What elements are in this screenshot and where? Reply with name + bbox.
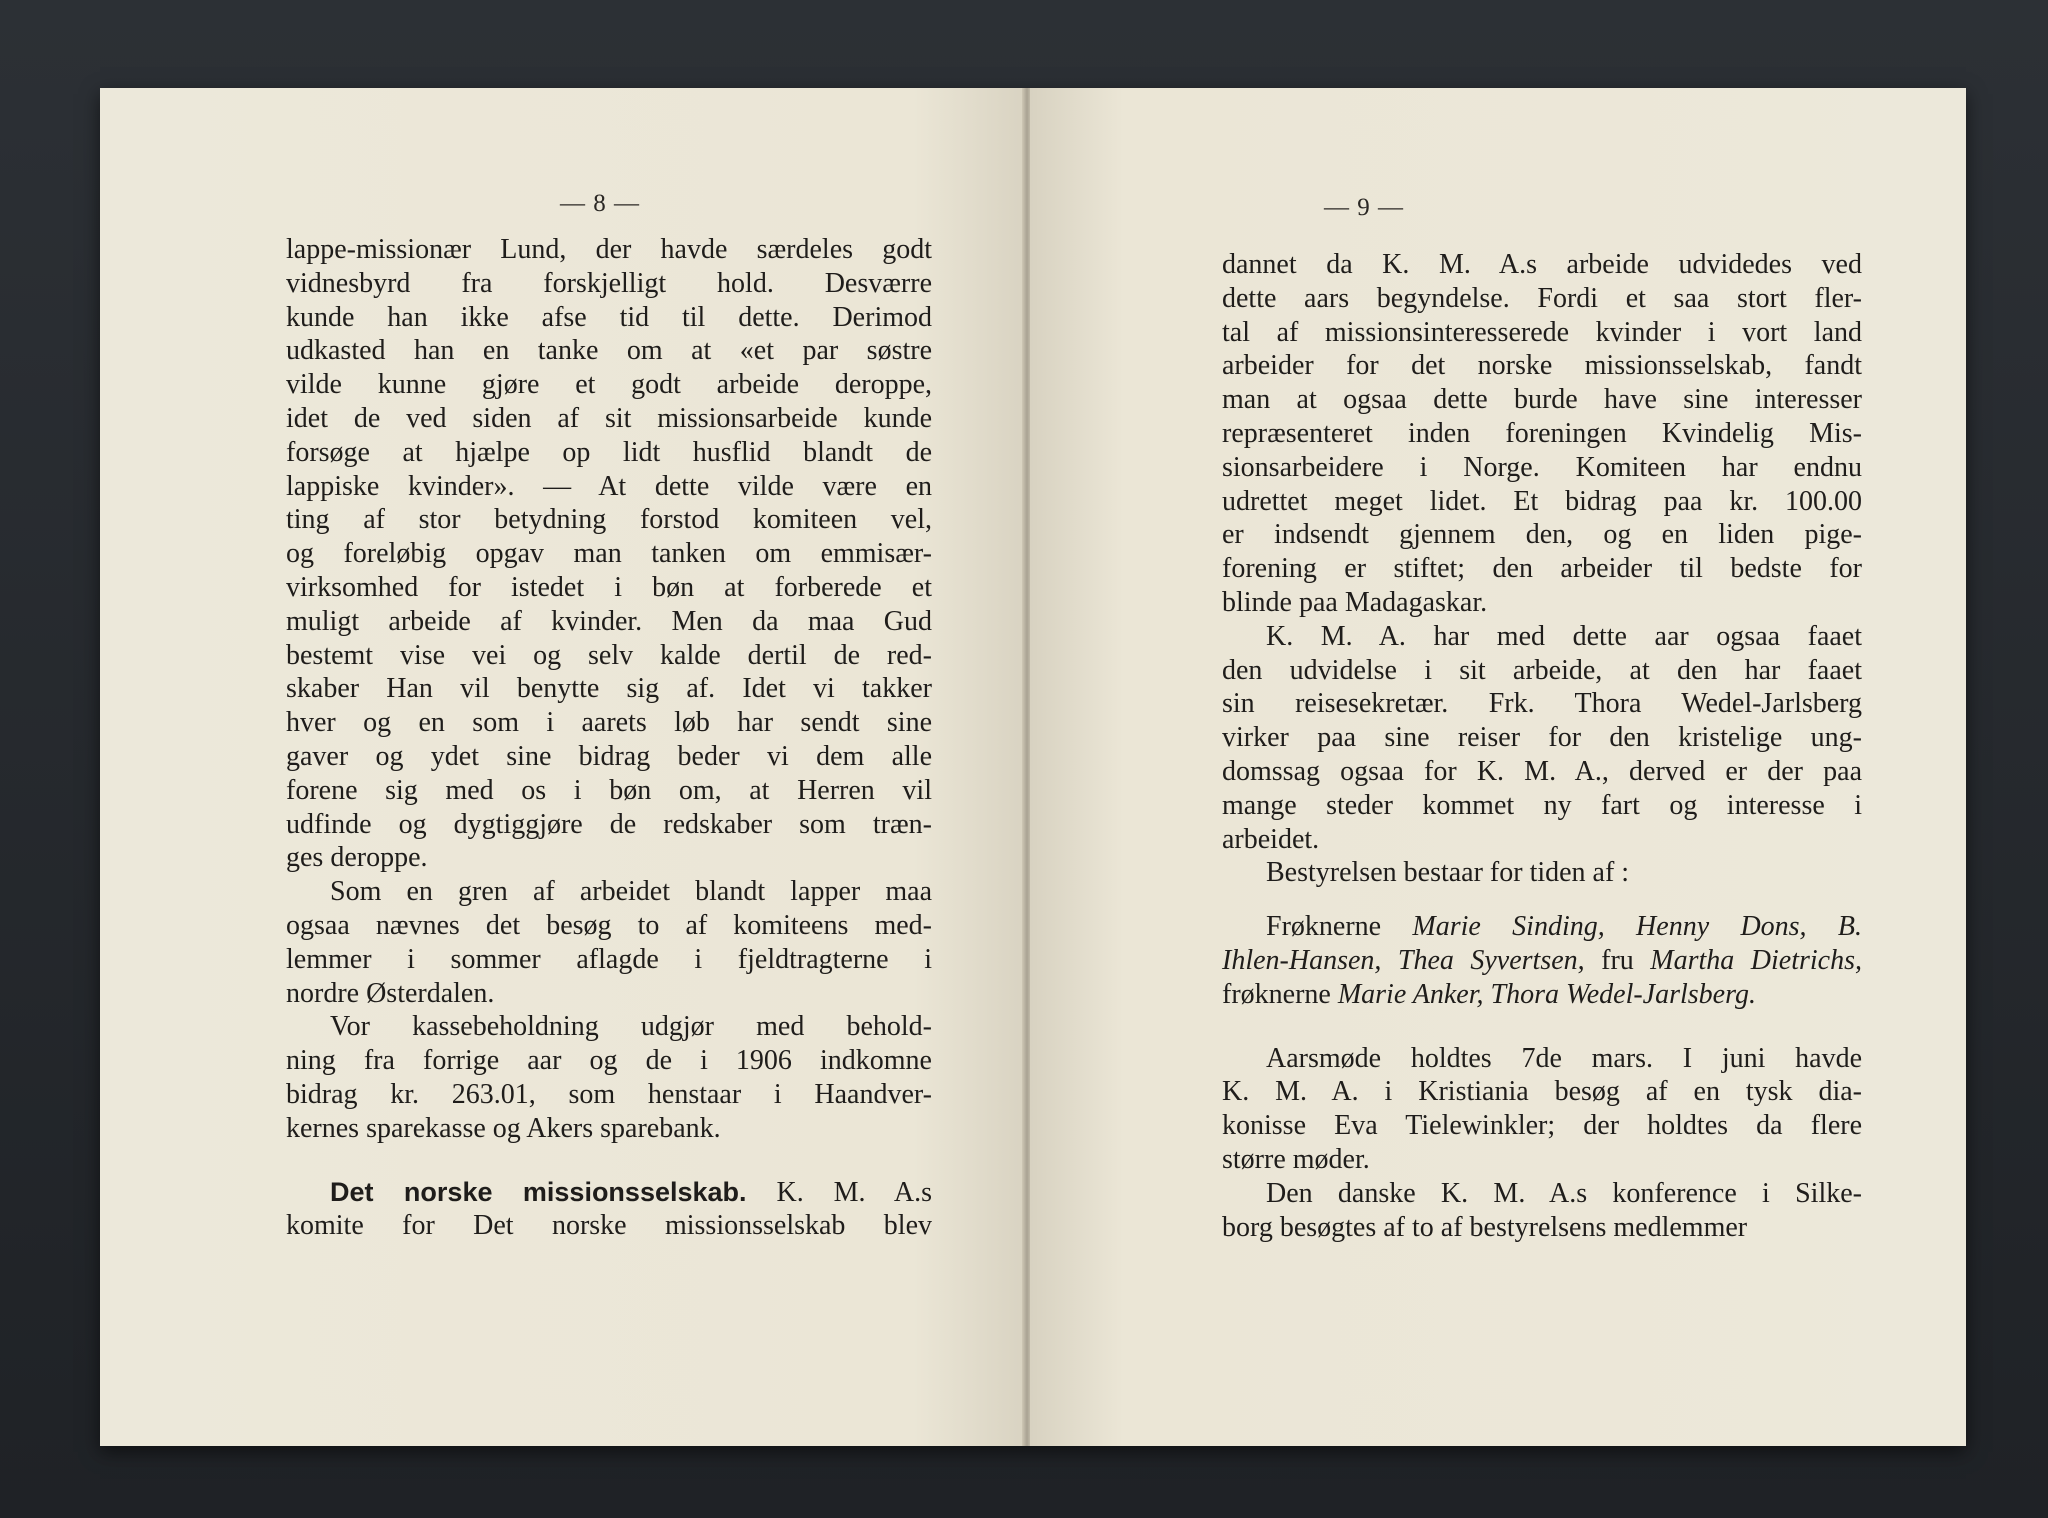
page-number: — 9 — xyxy=(1324,194,1404,221)
text-line: sin reisesekretær. Frk. Thora Wedel-Jarlsberg xyxy=(1222,688,1862,720)
text-line: lappe-missionær Lund, der havde særdeles godt xyxy=(286,234,932,265)
board-members: Frøknerne Marie Sinding, Henny Dons, B. Ihlen-Hansen, Thea Syvertsen, fru Martha Dietrichs, frøknerne Marie Anker, Thora Wedel-Jarlsberg. xyxy=(1222,911,1862,1010)
text-line: konisse Eva Tielewinkler; der holdtes da flere xyxy=(1222,1110,1862,1142)
text-line: blinde paa Madagaskar. xyxy=(1222,586,1488,618)
paragraph xyxy=(1222,620,1862,857)
text-line: man at ogsaa dette burde have sine interesser xyxy=(1222,384,1862,416)
text-line: repræsenteret inden foreningen Kvindelig Mis- xyxy=(1222,417,1862,449)
page-number: — 8 — xyxy=(560,190,640,217)
text-line: lappiske kvinder». — At dette vilde være en xyxy=(286,470,932,502)
text-line: Som en gren af arbeidet blandt lapper maa xyxy=(330,876,932,908)
text-line: den udvidelse i sit arbeide, at den har faaet xyxy=(1222,654,1862,686)
text-line: domssag ogsaa for K. M. A., derved er der paa xyxy=(1222,755,1862,787)
text-line: bestemt vise vei og selv kalde dertil de red- xyxy=(286,639,932,671)
text-line: og foreløbig opgav man tanken om emmisær- xyxy=(286,538,932,570)
text-line: kunde han ikke afse tid til dette. Derimod xyxy=(286,301,932,333)
text-line: forene sig med os i bøn om, at Herren vil xyxy=(286,774,932,806)
right-text-column xyxy=(1222,248,1862,1244)
text-line: er indsendt gjennem den, og en liden pige- xyxy=(1222,519,1862,551)
text-line: ting af stor betydning forstod komiteen vel, xyxy=(286,504,932,536)
text-line: ning fra forrige aar og de i 1906 indkomne xyxy=(286,1045,932,1077)
text-line: Den danske K. M. A.s konference i Silke- xyxy=(1266,1177,1862,1209)
text-line: Vor kassebeholdning udgjør med behold- xyxy=(330,1011,932,1043)
text-line: borg besøgtes af to af bestyrelsens medlemmer xyxy=(1222,1211,1748,1243)
text-line: bidrag kr. 263.01, som henstaar i Haandver- xyxy=(286,1078,932,1110)
board-intro: Bestyrelsen bestaar for tiden af : xyxy=(1266,857,1630,889)
section-heading-line: Det norske missionsselskab. K. M. A.s xyxy=(330,1176,933,1208)
text-line: virksomhed for istedet i bøn at forberede et xyxy=(286,571,932,603)
text-line: vilde kunne gjøre et godt arbeide deroppe, xyxy=(286,369,932,401)
text-line: vidnesbyrd fra forskjelligt hold. Desværre xyxy=(286,267,932,299)
text-line: kernes sparekasse og Akers sparebank. xyxy=(286,1112,721,1144)
text-line: K. M. A. har med dette aar ogsaa faaet xyxy=(1266,620,1862,652)
paragraph xyxy=(1222,248,1862,620)
paragraph xyxy=(1222,1042,1862,1177)
text-line: udkasted han en tanke om at «et par søstre xyxy=(286,335,932,367)
text-line: dette aars begyndelse. Fordi et saa stort fler- xyxy=(1222,282,1862,314)
right-page xyxy=(1030,88,1966,1446)
text-line: udrettet meget lidet. Et bidrag paa kr. 100.00 xyxy=(1222,485,1862,517)
text-line: idet de ved siden af sit missionsarbeide kunde xyxy=(286,402,932,434)
text-line: større møder. xyxy=(1222,1143,1370,1175)
paragraph xyxy=(286,233,932,875)
text-line: ges deroppe. xyxy=(286,842,428,874)
text-line: K. M. A. i Kristiania besøg af en tysk dia- xyxy=(1222,1076,1862,1108)
text-line: komite for Det norske missionsselskab blev xyxy=(286,1210,932,1242)
text-line: hver og en som i aarets løb har sendt sine xyxy=(286,707,932,739)
left-page xyxy=(100,88,1024,1446)
text-line: ogsaa nævnes det besøg to af komiteens med- xyxy=(286,909,932,941)
text-line: lemmer i sommer aflagde i fjeldtragterne i xyxy=(286,943,932,975)
text-line: forsøge at hjælpe op lidt husflid blandt de xyxy=(286,436,932,468)
text-line: arbeider for det norske missionsselskab, fandt xyxy=(1222,350,1862,382)
paragraph xyxy=(286,875,932,1010)
text-line: virker paa sine reiser for den kristelige ung- xyxy=(1222,722,1862,754)
text-line: dannet da K. M. A.s arbeide udvidedes ved xyxy=(1222,249,1862,280)
text-line: nordre Østerdalen. xyxy=(286,977,495,1009)
text-line: mange steder kommet ny fart og interesse i xyxy=(1222,789,1862,821)
text-line: gaver og ydet sine bidrag beder vi dem alle xyxy=(286,740,932,772)
text-line: udfinde og dygtiggjøre de redskaber som træn- xyxy=(286,808,932,840)
text-line: muligt arbeide af kvinder. Men da maa Gud xyxy=(286,605,932,637)
text-line: skaber Han vil benytte sig af. Idet vi takker xyxy=(286,673,932,705)
paragraph xyxy=(1222,1177,1862,1245)
section-heading: Det norske missionsselskab. xyxy=(330,1176,747,1207)
paragraph xyxy=(286,1010,932,1145)
text-line: forening er stiftet; den arbeider til bedste for xyxy=(1222,553,1862,585)
text-line: sionsarbeidere i Norge. Komiteen har endnu xyxy=(1222,451,1862,483)
text-line: arbeidet. xyxy=(1222,823,1320,855)
text-line: Aarsmøde holdtes 7de mars. I juni havde xyxy=(1266,1042,1862,1074)
left-text-column xyxy=(286,233,932,1243)
open-booklet xyxy=(100,88,1966,1446)
text-line: tal af missionsinteresserede kvinder i vort land xyxy=(1222,316,1862,348)
